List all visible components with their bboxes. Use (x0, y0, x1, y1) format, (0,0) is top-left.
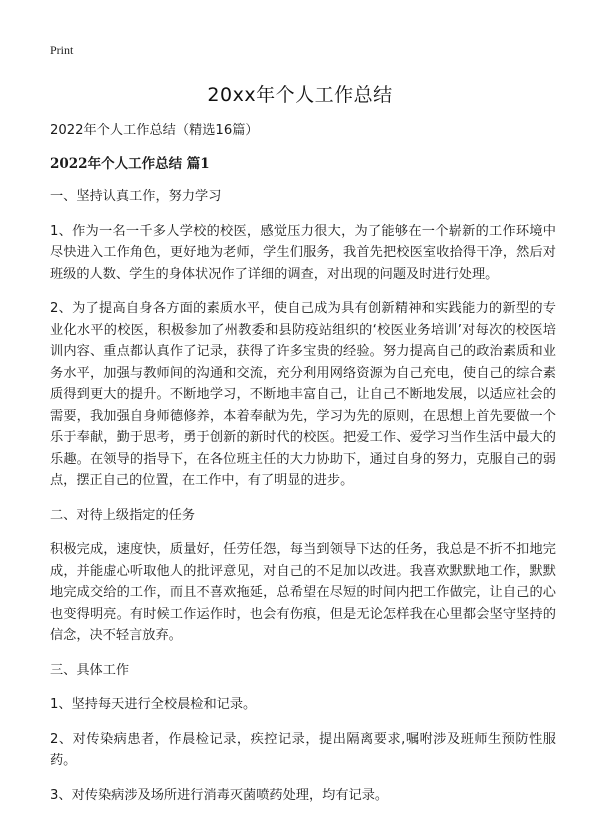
heading-two: 二、对待上级指定的任务 (50, 507, 196, 523)
section-heading: 2022年个人工作总结 篇1 (50, 155, 210, 172)
heading-three: 三、具体工作 (50, 662, 130, 678)
paragraph-item-1: 1、作为一名一千多人学校的校医，感觉压力很大，为了能够在一个崭新的工作环境中尽快进入工作角色，更好地为老师，学生们服务，我首先把校医室收拾得干净，然后对班级的人数、学生的身体状况作了详细的调查，对出现的问题及时进行处理。 (50, 223, 556, 282)
document-title: 20xx年个人工作总结 (207, 84, 393, 106)
paragraph-tasks: 积极完成，速度快，质量好，任劳任怨，每当到领导下达的任务，我总是不折不扣地完成，并能虚心听取他人的批评意见，对自己的不足加以改进。我喜欢默默地工作，默默地完成交给的工作，而且不喜欢拖延，总希望在尽短的时间内把工作做完，让自己的心也变得明亮。有时候工作运作时，也会有伤痕，但是无论怎样我在心里都会坚守坚持的信念，决不轻言放弃。 (50, 542, 556, 643)
heading-one: 一、坚持认真工作，努力学习 (50, 189, 222, 204)
work-item-1: 1、坚持每天进行全校晨检和记录。 (50, 697, 257, 712)
work-item-2: 2、对传染病患者，作晨检记录，疾控记录，提出隔离要求,嘱咐涉及班师生预防性服药。 (50, 731, 556, 768)
paragraph-item-2: 2、为了提高自身各方面的素质水平，使自己成为具有创新精神和实践能力的新型的专业化水平的校医，积极参加了州教委和县防疫站组织的‘校医业务培训’对每次的校医培训内容、重点都认真作了记录，获得了许多宝贵的经验。努力提高自己的政治素质和业务水平，加强与教师间的沟通和交流，充分利用网络资源为自己充电，使自己的综合素质得到更大的提升。不断地学习，不断地丰富自己，让自己不断地发展，以适应社会的需要，我加强自身师德修养，本着奉献为先，学习为先的原则，在思想上首先要做一个乐于奉献，勤于思考，勇于创新的新时代的校医。把爱工作、爱学习当作生活中最大的乐趣。在领导的指导下，在各位班主任的大力协助下，通过自身的努力，克服自己的弱点，摆正自己的位置，在工作中，有了明显的进步。 (50, 301, 556, 488)
print-link[interactable]: Print (50, 43, 74, 57)
document-subtitle: 2022年个人工作总结（精选16篇） (50, 123, 259, 138)
work-item-3: 3、对传染病涉及场所进行消毒灭菌喷药处理，均有记录。 (50, 787, 389, 803)
document-body (50, 120, 556, 819)
